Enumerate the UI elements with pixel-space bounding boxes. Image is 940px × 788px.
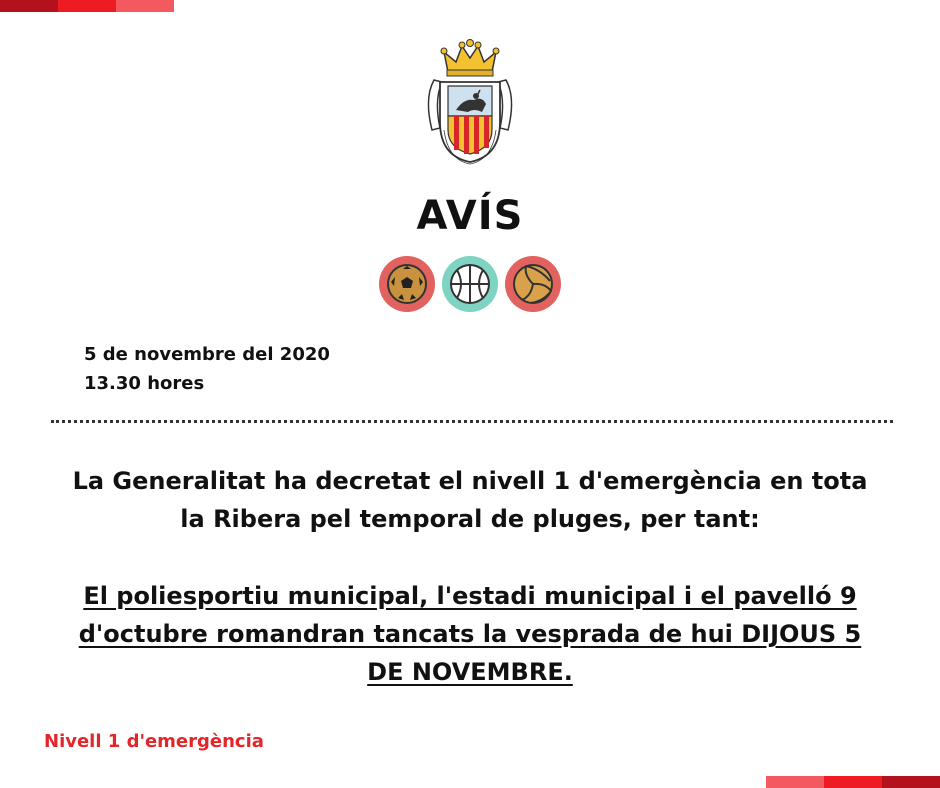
sports-icons-row bbox=[378, 255, 562, 313]
notice-body bbox=[60, 462, 880, 691]
date-time-block bbox=[84, 340, 330, 398]
volleyball-icon bbox=[504, 255, 562, 313]
notice-date: 5 de novembre del 2020 bbox=[84, 344, 330, 365]
notice-time: 13.30 hores bbox=[84, 373, 205, 394]
basketball-icon bbox=[441, 255, 499, 313]
bar-segment bbox=[58, 0, 116, 12]
dotted-divider bbox=[51, 420, 893, 423]
notice-closure: El poliesportiu municipal, l'estadi municipal i el pavelló 9 d'octubre romandran tancats la vesprada de hui DIJOUS 5 DE NOVEMBRE. bbox=[78, 582, 862, 686]
bar-segment bbox=[0, 0, 58, 12]
football-icon bbox=[378, 255, 436, 313]
top-color-bars bbox=[0, 0, 174, 12]
bar-segment bbox=[824, 776, 882, 788]
coat-of-arms-icon bbox=[418, 38, 522, 168]
page-title: AVÍS bbox=[416, 193, 524, 239]
bar-segment bbox=[116, 0, 174, 12]
bar-segment bbox=[882, 776, 940, 788]
coat-of-arms-emblem bbox=[418, 38, 522, 168]
bar-segment bbox=[766, 776, 824, 788]
bottom-color-bars bbox=[766, 776, 940, 788]
emergency-level-label: Nivell 1 d'emergència bbox=[44, 731, 264, 752]
notice-intro: La Generalitat ha decretat el nivell 1 d'emergència en tota la Ribera pel temporal de pluges, per tant: bbox=[72, 467, 868, 533]
